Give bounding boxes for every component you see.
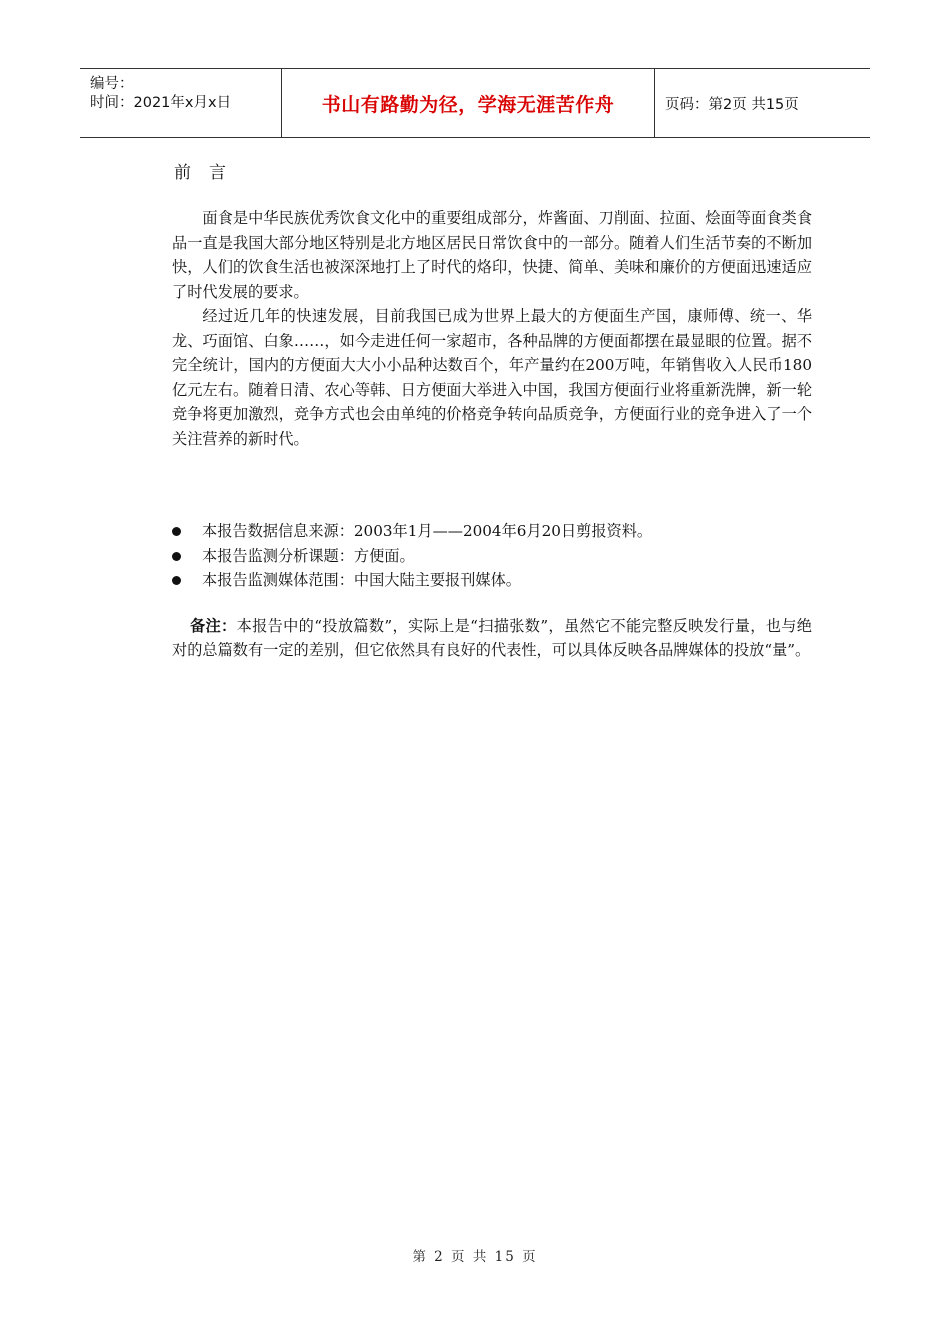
header-page-code: 页码：第2页 共15页 — [665, 96, 799, 113]
paragraph: 经过近几年的快速发展，目前我国已成为世界上最大的方便面生产国，康师傅、统一、华龙、巧面馆、白象……，如今走进任何一家超市，各种品牌的方便面都摆在最显眼的位置。据不完全统计，国内的方便面大大小小品种达数百个，年产量约在200万吨，年销售收入人民币180亿元左右。随着日清、农心等韩、日方便面大举进入中国，我国方便面行业将重新洗牌，新一轮竞争将更加激烈，竞争方式也会由单纯的价格竞争转向品质竞争，方便面行业的竞争进入了一个关注营养的新时代。 — [172, 307, 812, 448]
bullet-dot-icon — [172, 552, 181, 561]
bullet-text: 本报告监测分析课题：方便面。 — [202, 546, 415, 565]
note-text: 本报告中的“投放篇数”，实际上是“扫描张数”，虽然它不能完整反映发行量，也与绝对的总篇数有一定的差别，但它依然具有良好的代表性，可以具体反映各品牌媒体的投放“量”。 — [172, 616, 812, 659]
date-line: 时间：2021年x月x日 — [90, 95, 232, 111]
bullet-dot-icon — [172, 576, 181, 585]
section-title: 前言 — [174, 163, 244, 183]
header-meta-cell — [80, 69, 282, 137]
bullet-item — [172, 519, 812, 544]
page-footer: 第 2 页 共 15 页 — [412, 1249, 538, 1265]
note-label: 备注： — [190, 616, 237, 635]
bullet-text: 本报告数据信息来源：2003年1月——2004年6月20日剪报资料。 — [202, 522, 653, 540]
document-body — [172, 158, 812, 663]
paragraph: 面食是中华民族优秀饮食文化中的重要组成部分，炸酱面、刀削面、拉面、烩面等面食类食品一直是我国大部分地区特别是北方地区居民日常饮食中的一部分。随着人们生活节奏的不断加快，人们的饮食生活也被深深地打上了时代的烙印，快捷、简单、美味和廉价的方便面迅速适应了时代发展的要求。 — [172, 209, 812, 301]
serial-number-label: 编号： — [90, 76, 134, 92]
bullet-text: 本报告监测媒体范围：中国大陆主要报刊媒体。 — [202, 571, 521, 589]
info-bullet-list — [172, 519, 812, 593]
bullet-item — [172, 544, 812, 569]
bullet-item — [172, 568, 812, 593]
bullet-dot-icon — [172, 527, 181, 536]
document-header — [80, 68, 870, 138]
header-motto: 书山有路勤为径，学海无涯苦作舟 — [282, 69, 655, 137]
note-paragraph — [172, 614, 812, 663]
